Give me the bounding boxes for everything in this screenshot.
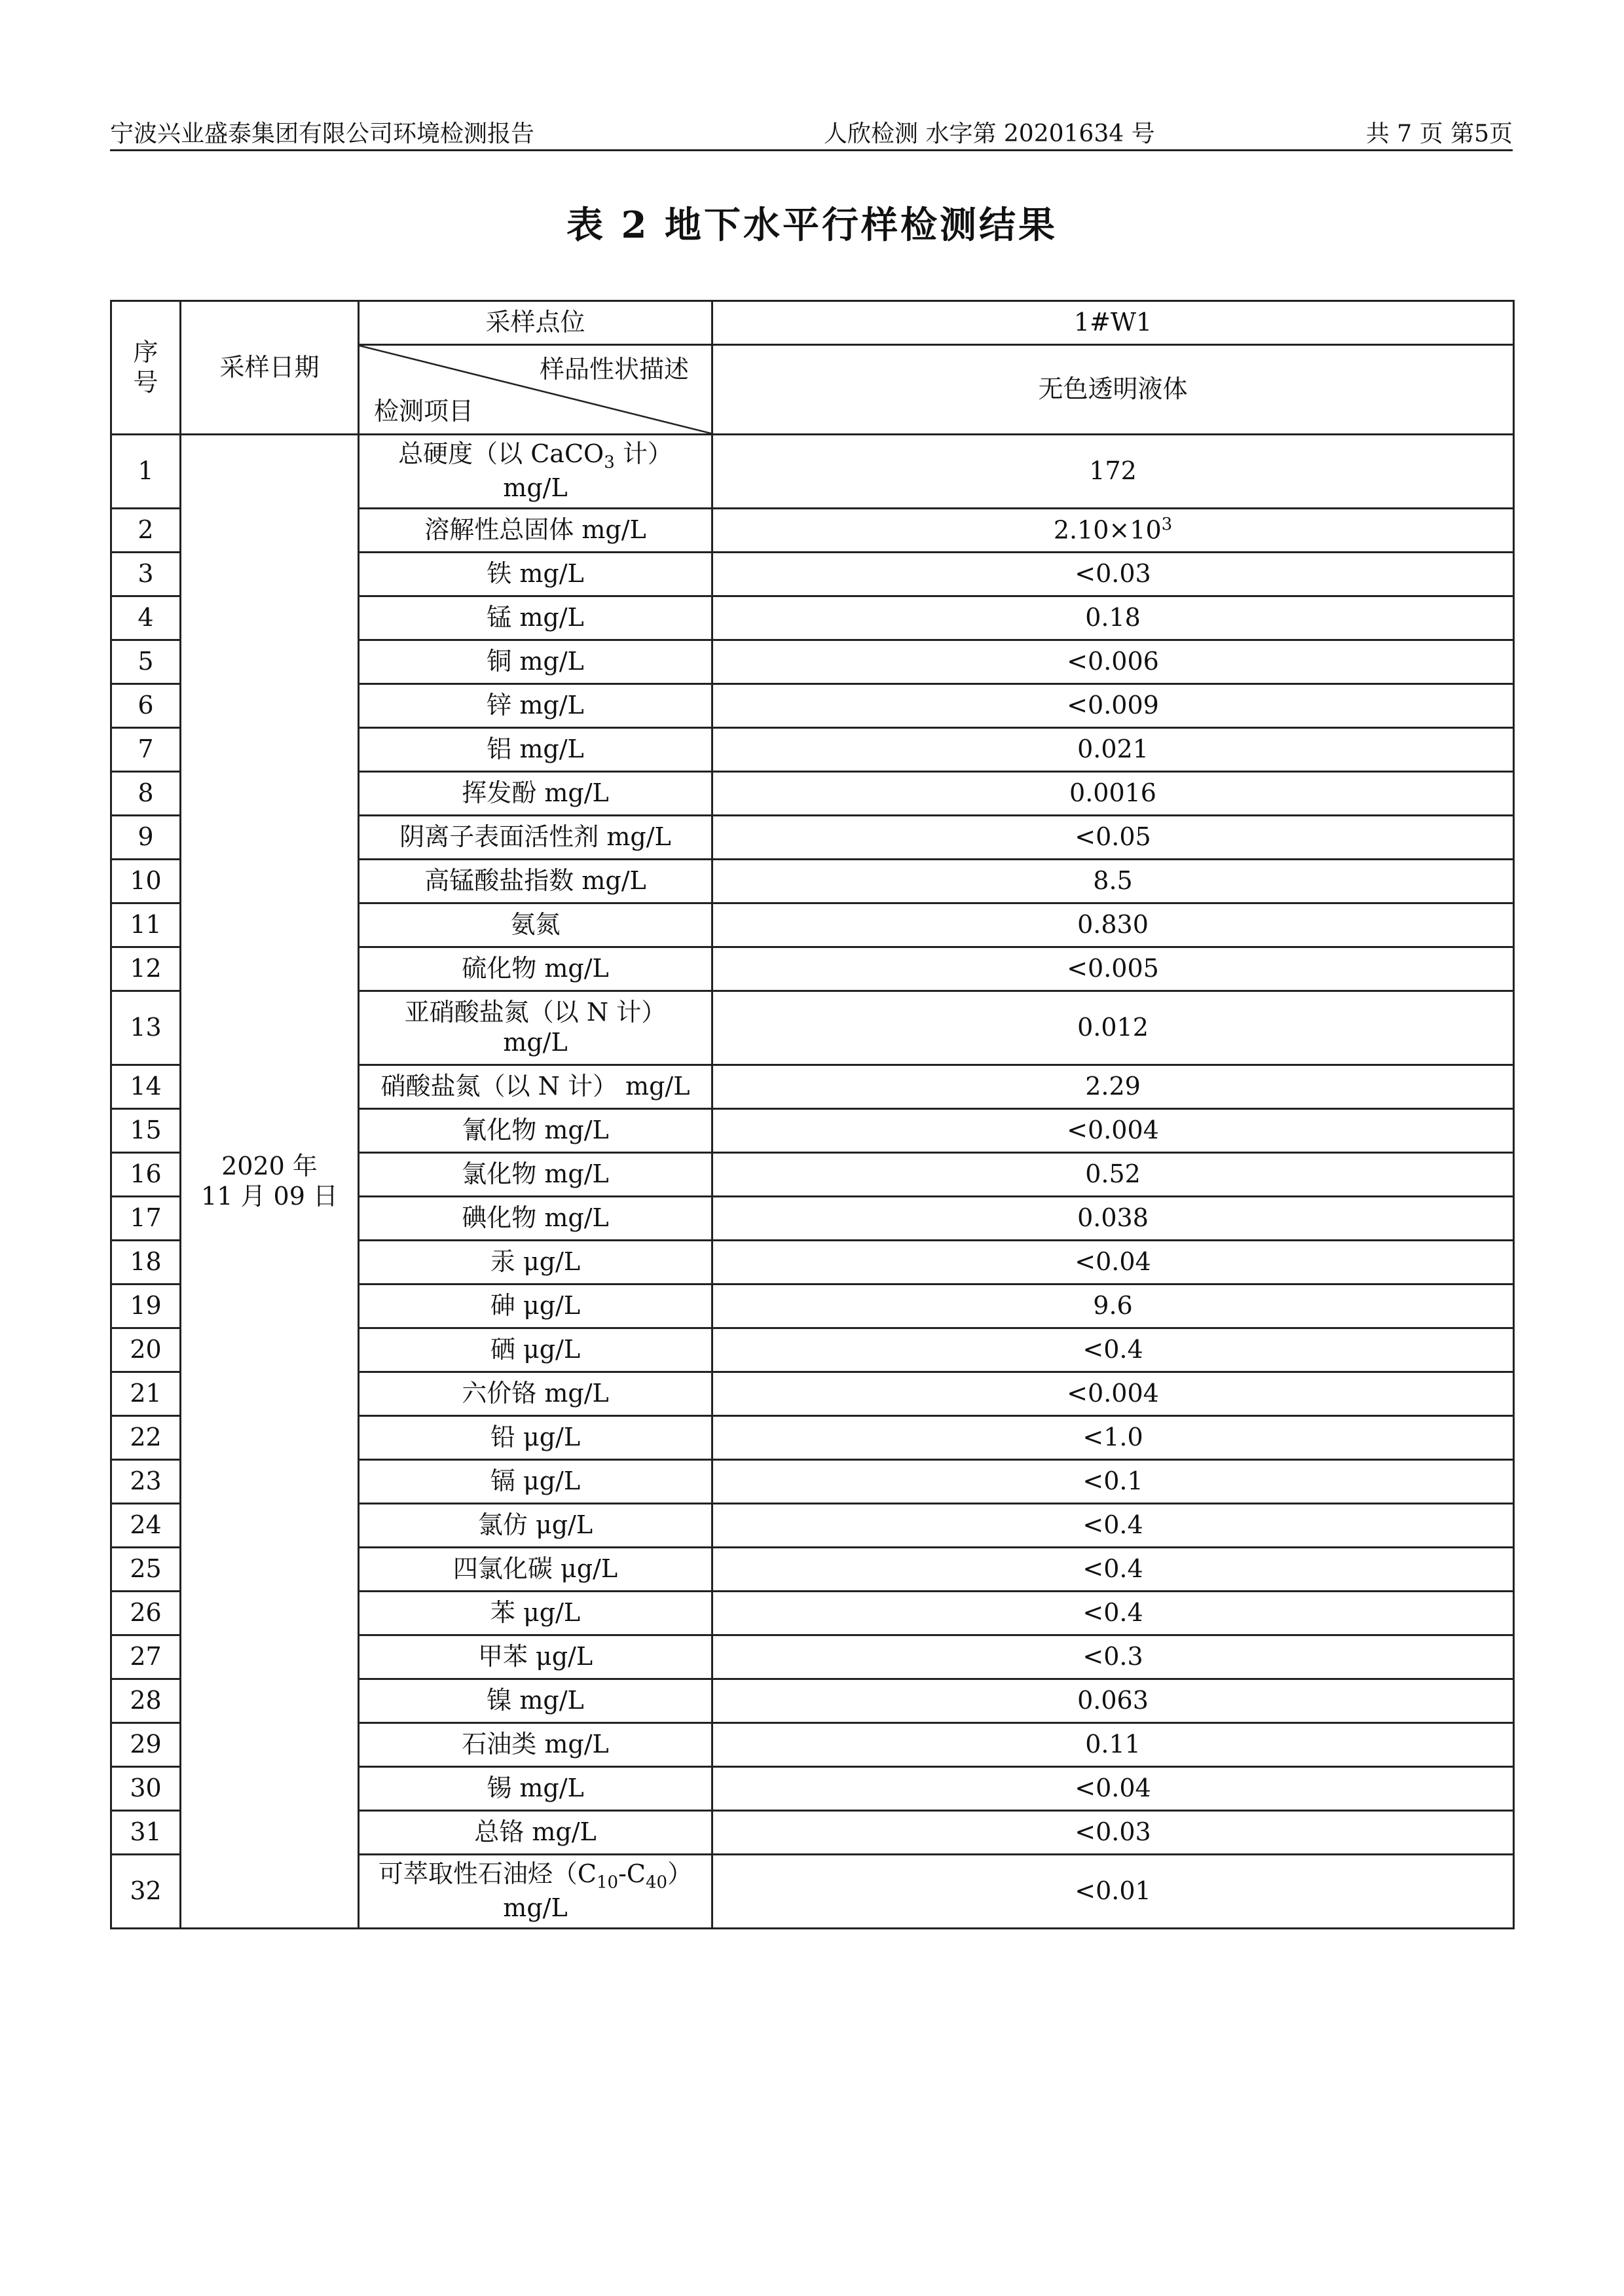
test-item-item: 汞 μg/L xyxy=(490,1247,581,1277)
row-number: 14 xyxy=(111,1065,181,1109)
test-value: <0.05 xyxy=(712,816,1514,860)
test-item-item: 溶解性总固体 mg/L xyxy=(424,515,646,545)
test-item-item: 硒 μg/L xyxy=(490,1335,581,1364)
row-number: 8 xyxy=(111,772,181,816)
test-item-item-b2: ） xyxy=(667,1859,693,1889)
test-value: <0.4 xyxy=(712,1504,1514,1548)
test-item-item: 挥发酚 mg/L xyxy=(462,778,609,808)
row-number: 5 xyxy=(111,640,181,684)
test-value: 0.012 xyxy=(712,991,1514,1065)
test-item xyxy=(359,1328,712,1372)
row-number: 17 xyxy=(111,1197,181,1241)
test-value: <0.04 xyxy=(712,1767,1514,1811)
test-item xyxy=(359,947,712,991)
sample-description-label: 样品性状描述 xyxy=(539,355,689,384)
test-item xyxy=(359,903,712,947)
test-item xyxy=(359,728,712,772)
test-value: <0.03 xyxy=(712,1811,1514,1855)
row-number: 3 xyxy=(111,553,181,596)
row-number: 22 xyxy=(111,1416,181,1460)
test-value: <1.0 xyxy=(712,1416,1514,1460)
test-item-item-sub2: 40 xyxy=(645,1872,668,1893)
test-item xyxy=(359,1109,712,1153)
test-item-item: 锌 mg/L xyxy=(487,691,584,720)
row-number: 28 xyxy=(111,1679,181,1723)
test-item xyxy=(359,1592,712,1635)
test-item-item: 总铬 mg/L xyxy=(474,1817,597,1847)
test-item-item: 阴离子表面活性剂 mg/L xyxy=(399,822,671,852)
row-number: 16 xyxy=(111,1153,181,1197)
seq-header-line1: 序 xyxy=(133,337,158,367)
test-item xyxy=(359,1416,712,1460)
test-item xyxy=(359,435,712,509)
test-value: 0.021 xyxy=(712,728,1514,772)
results-table xyxy=(110,300,1515,1929)
test-value: <0.009 xyxy=(712,684,1514,728)
test-value: 0.0016 xyxy=(712,772,1514,816)
test-item-item: 铅 μg/L xyxy=(490,1423,581,1452)
test-item-item: 氯仿 μg/L xyxy=(477,1510,593,1540)
test-value: <0.4 xyxy=(712,1592,1514,1635)
test-item-item-a: 可萃取性石油烃（C xyxy=(378,1859,597,1889)
test-item-item: 碘化物 mg/L xyxy=(462,1203,609,1233)
test-item-item: 铜 mg/L xyxy=(487,647,584,676)
row-number: 18 xyxy=(111,1241,181,1285)
row-number: 20 xyxy=(111,1328,181,1372)
test-value: <0.01 xyxy=(712,1855,1514,1929)
table-row xyxy=(111,435,1514,509)
row-number: 9 xyxy=(111,816,181,860)
test-item-item: 六价铬 mg/L xyxy=(462,1379,609,1408)
row-number: 15 xyxy=(111,1109,181,1153)
page-header xyxy=(110,111,1513,151)
row-number: 1 xyxy=(111,435,181,509)
test-value: <0.03 xyxy=(712,553,1514,596)
test-value-base: 2.10×10 xyxy=(1053,516,1162,545)
test-item-item: 铝 mg/L xyxy=(487,735,584,764)
site-header: 采样点位 xyxy=(359,301,712,345)
test-item-item: 石油类 mg/L xyxy=(462,1730,609,1759)
row-number: 7 xyxy=(111,728,181,772)
test-item-item: 镍 mg/L xyxy=(487,1686,584,1715)
test-item xyxy=(359,596,712,640)
test-item xyxy=(359,1065,712,1109)
row-number: 26 xyxy=(111,1592,181,1635)
row-number: 31 xyxy=(111,1811,181,1855)
test-value: <0.04 xyxy=(712,1241,1514,1285)
report-number: 人欣检测 水字第 20201634 号 xyxy=(824,120,1155,147)
sampling-date-year: 2020 年 xyxy=(221,1151,318,1180)
test-item-item: 铁 mg/L xyxy=(487,559,584,589)
test-item xyxy=(359,684,712,728)
row-number: 30 xyxy=(111,1767,181,1811)
sampling-date xyxy=(181,435,359,1929)
row-number: 24 xyxy=(111,1504,181,1548)
test-item xyxy=(359,1767,712,1811)
row-number: 13 xyxy=(111,991,181,1065)
test-value: 9.6 xyxy=(712,1285,1514,1328)
test-value xyxy=(712,509,1514,553)
test-item xyxy=(359,1197,712,1241)
test-value: <0.4 xyxy=(712,1548,1514,1592)
test-item-item: 锰 mg/L xyxy=(487,603,584,632)
test-value: <0.3 xyxy=(712,1635,1514,1679)
test-value: 0.11 xyxy=(712,1723,1514,1767)
row-number: 29 xyxy=(111,1723,181,1767)
test-value: <0.006 xyxy=(712,640,1514,684)
test-item xyxy=(359,1153,712,1197)
test-item xyxy=(359,860,712,903)
test-value: <0.005 xyxy=(712,947,1514,991)
test-item xyxy=(359,1635,712,1679)
row-number: 12 xyxy=(111,947,181,991)
test-value: <0.004 xyxy=(712,1109,1514,1153)
test-value: <0.4 xyxy=(712,1328,1514,1372)
test-item-item: 硝酸盐氮（以 N 计） mg/L xyxy=(380,1072,690,1101)
test-value: <0.004 xyxy=(712,1372,1514,1416)
test-item xyxy=(359,1855,712,1929)
test-item-item: 镉 μg/L xyxy=(490,1467,581,1496)
site-value: 1#W1 xyxy=(712,301,1514,345)
test-item-item-c: mg/L xyxy=(503,1893,568,1923)
test-item-label: 检测项目 xyxy=(374,397,474,426)
row-number: 10 xyxy=(111,860,181,903)
test-item-item-sub: 10 xyxy=(596,1872,619,1893)
row-number: 21 xyxy=(111,1372,181,1416)
test-item-item: 甲苯 μg/L xyxy=(477,1642,593,1671)
table-header-row xyxy=(111,301,1514,345)
test-value: 0.830 xyxy=(712,903,1514,947)
test-item-item: 砷 μg/L xyxy=(490,1291,581,1321)
test-item xyxy=(359,1460,712,1504)
test-item xyxy=(359,509,712,553)
sample-description-value: 无色透明液体 xyxy=(712,345,1514,435)
test-item-item: 氨氮 xyxy=(510,910,561,939)
row-number: 27 xyxy=(111,1635,181,1679)
page-indicator: 共 7 页 第5页 xyxy=(1365,120,1513,147)
test-value: 2.29 xyxy=(712,1065,1514,1109)
test-value: 0.18 xyxy=(712,596,1514,640)
test-item xyxy=(359,1811,712,1855)
row-number: 6 xyxy=(111,684,181,728)
test-value-exponent: 3 xyxy=(1161,515,1173,535)
test-item xyxy=(359,772,712,816)
test-item-item: 锡 mg/L xyxy=(487,1774,584,1803)
row-number: 25 xyxy=(111,1548,181,1592)
test-item xyxy=(359,1285,712,1328)
test-value: 0.52 xyxy=(712,1153,1514,1197)
test-item xyxy=(359,1504,712,1548)
row-number: 2 xyxy=(111,509,181,553)
test-item-item: 四氯化碳 μg/L xyxy=(452,1554,618,1584)
test-item xyxy=(359,1372,712,1416)
row-number: 23 xyxy=(111,1460,181,1504)
test-value: 0.038 xyxy=(712,1197,1514,1241)
row-number: 32 xyxy=(111,1855,181,1929)
test-item-item-c: mg/L xyxy=(503,1028,568,1057)
test-item-item-b: -C xyxy=(618,1859,646,1889)
test-item-item: 氯化物 mg/L xyxy=(462,1159,609,1189)
test-item xyxy=(359,1723,712,1767)
test-item xyxy=(359,1679,712,1723)
seq-header xyxy=(111,301,181,435)
test-item-item-a: 亚硝酸盐氮（以 N 计） xyxy=(404,998,667,1027)
test-item-item-a: 总硬度（以 CaCO xyxy=(398,439,604,469)
test-item-item: 氰化物 mg/L xyxy=(462,1116,609,1145)
test-item-item-c: mg/L xyxy=(503,473,568,503)
test-item-item-b: 计） xyxy=(614,439,673,469)
test-value: 0.063 xyxy=(712,1679,1514,1723)
table-title: 表 2 地下水平行样检测结果 xyxy=(566,204,1058,247)
seq-header-line2: 号 xyxy=(133,367,158,397)
test-item xyxy=(359,1241,712,1285)
test-item xyxy=(359,816,712,860)
test-item-item: 硫化物 mg/L xyxy=(462,954,609,983)
sampling-date-day: 11 月 09 日 xyxy=(201,1181,338,1211)
report-title: 宁波兴业盛泰集团有限公司环境检测报告 xyxy=(110,120,535,147)
test-item xyxy=(359,553,712,596)
row-number: 4 xyxy=(111,596,181,640)
test-item xyxy=(359,991,712,1065)
test-value: 172 xyxy=(712,435,1514,509)
row-number: 11 xyxy=(111,903,181,947)
test-value: <0.1 xyxy=(712,1460,1514,1504)
test-item-item: 高锰酸盐指数 mg/L xyxy=(424,866,646,896)
row-number: 19 xyxy=(111,1285,181,1328)
test-item xyxy=(359,640,712,684)
test-item-item-sub: 3 xyxy=(604,452,615,473)
diagonal-header-cell xyxy=(359,345,712,435)
test-item xyxy=(359,1548,712,1592)
test-item-item: 苯 μg/L xyxy=(490,1598,581,1628)
test-value: 8.5 xyxy=(712,860,1514,903)
date-header: 采样日期 xyxy=(181,301,359,435)
